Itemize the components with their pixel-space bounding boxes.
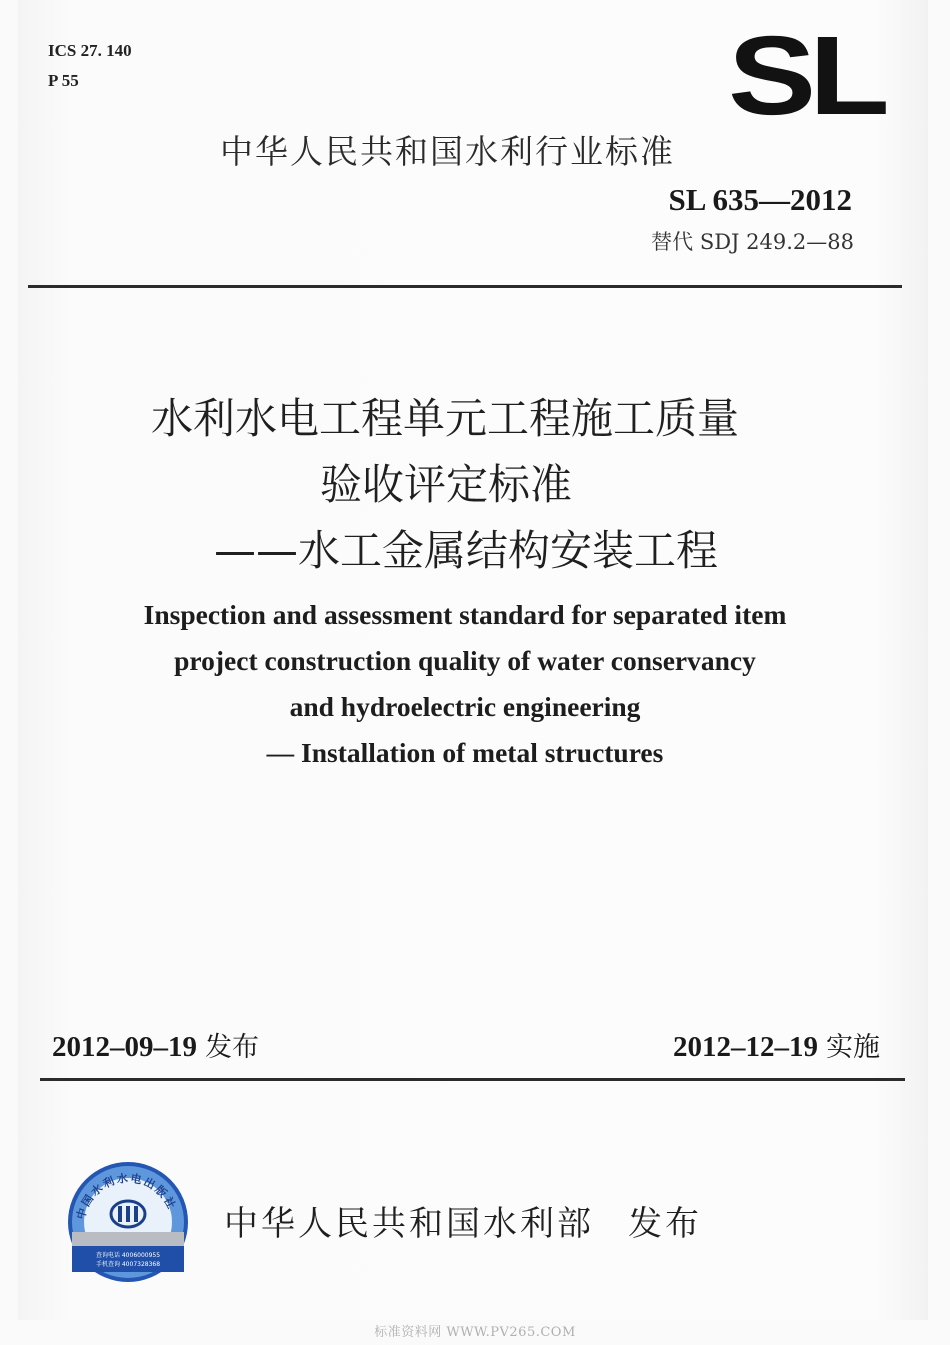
ministry-name: 中华人民共和国水利部 xyxy=(224,1204,594,1244)
implement-date: 2012–12–19 xyxy=(673,1031,818,1063)
english-title-line-1: Inspection and assessment standard for separated item xyxy=(143,599,787,630)
seal-ring-text: 中国水利水电出版社 xyxy=(74,1171,179,1221)
top-divider xyxy=(28,285,902,288)
english-title-line-4: — Installation of metal structures xyxy=(266,737,664,768)
implement-date-block xyxy=(673,1025,880,1064)
chinese-title xyxy=(0,386,950,584)
classification-codes xyxy=(48,36,132,96)
issue-date-block xyxy=(52,1025,259,1064)
watermark-text: 标准资料网 WWW.PV265.COM xyxy=(374,1325,576,1340)
anti-counterfeit-seal-icon xyxy=(66,1160,190,1284)
chinese-title-line-2: 验收评定标准 xyxy=(319,460,572,509)
sl-logo: SL xyxy=(728,13,883,138)
ccs-code: P 55 xyxy=(48,71,79,90)
standard-number: SL 635—2012 xyxy=(668,182,852,217)
replaces-standard: 替代 SDJ 249.2—88 xyxy=(651,230,854,254)
bottom-divider xyxy=(40,1078,905,1081)
industry-standard-heading: 中华人民共和国水利行业标准 xyxy=(220,132,675,171)
english-title-line-3: and hydroelectric engineering xyxy=(289,691,641,722)
implement-label: 实施 xyxy=(826,1032,880,1063)
publish-label: 发布 xyxy=(628,1204,702,1244)
seal-verify-line-2: 手机查询 4007328368 xyxy=(95,1261,161,1268)
issue-label: 发布 xyxy=(205,1032,259,1063)
issue-date: 2012–09–19 xyxy=(52,1031,197,1063)
publisher-line xyxy=(224,1196,702,1245)
ics-code: ICS 27. 140 xyxy=(48,41,132,60)
english-title-line-2: project construction quality of water conservancy xyxy=(174,645,756,676)
seal-verify-line-1: 查询电话 4006000955 xyxy=(95,1252,161,1259)
chinese-title-line-1: 水利水电工程单元工程施工质量 xyxy=(150,394,739,443)
chinese-title-line-3: ——水工金属结构安装工程 xyxy=(213,526,718,575)
english-title xyxy=(0,592,930,776)
